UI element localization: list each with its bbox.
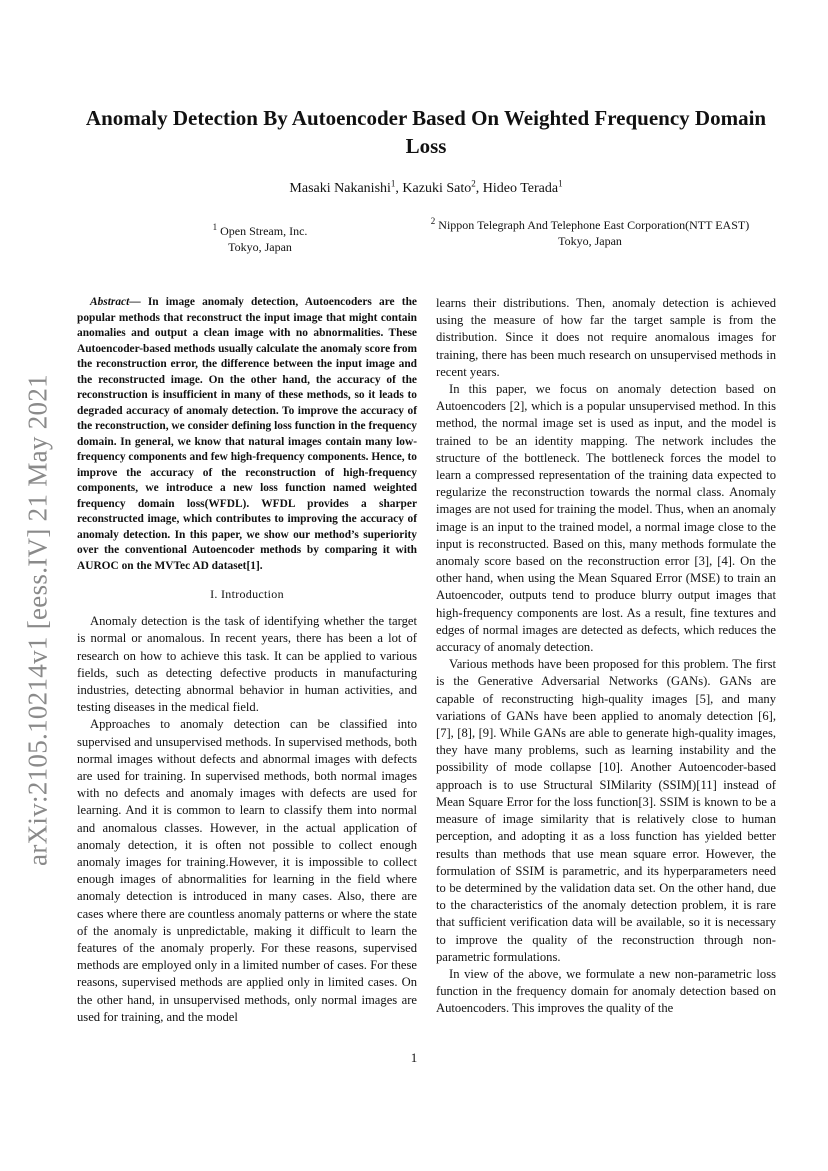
arxiv-stamp-text: arXiv:2105.10214v1 [eess.IV] 21 May 2021 bbox=[22, 374, 53, 866]
affiliation-org: Nippon Telegraph And Telephone East Corporation(NTT EAST) bbox=[438, 218, 750, 232]
author-name: Hideo Terada bbox=[482, 181, 559, 196]
left-column bbox=[77, 295, 417, 1026]
abstract bbox=[77, 295, 417, 574]
affiliation-mark: 1 bbox=[212, 222, 218, 232]
affiliation-place: Tokyo, Japan bbox=[558, 233, 622, 248]
body-paragraph: In view of the above, we formulate a new non-parametric loss function in the frequency domain for anomaly detection based on Autoencoders. This improves the quality of the bbox=[436, 966, 776, 1016]
affiliation-place: Tokyo, Japan bbox=[228, 239, 292, 254]
paper-title: Anomaly Detection By Autoencoder Based On Weighted Frequency Domain Loss bbox=[85, 106, 767, 158]
body-paragraph: Approaches to anomaly detection can be classified into supervised and unsupervised methods. In supervised methods, both normal images without defects and abnormal images with defects are used for training. In supervised methods, both normal images with no defects and anomaly images with defects are used for learning. And it is common to learn to classify them into normal and anomalous classes. However, in the actual application of anomaly detection, it is often not possible to collect enough anomaly images for training.However, it is impossible to collect enough images of abnormalities for learning in the field where anomaly detection is introduced in many cases. Also, there are cases where there are countless anomaly patterns or where the state of the anomaly is unpredictable, making it difficult to learn the features of the anomaly properly. For these reasons, supervised methods are employed only in a limited number of cases. For these reasons, supervised methods are applied only in limited cases. On the other hand, in unsupervised methods, only normal images are used for training, and the model bbox=[77, 717, 417, 1024]
abstract-text: — In image anomaly detection, Autoencoders are the popular methods that reconstruct the input image that might contain anomalies and output a clean image with no abnormalities. These Autoencoder-based methods usually calculate the anomaly score from the reconstruction error, the difference between the input image and the reconstructed image. On the other hand, the accuracy of the reconstruction is insufficient in many of these methods, so it leads to degraded accuracy of anomaly detection. To improve the accuracy of the reconstruction, we consider defining loss function in the frequency domain. In general, we know that natural images contain many low-frequency components and few high-frequency components. Hence, to improve the accuracy of the reconstruction of high-frequency components, we introduce a new loss function named weighted frequency domain loss(WFDL). WFDL provides a sharper reconstructed image, which contributes to improving the accuracy of anomaly detection. In this paper, we show our method’s superiority over the conventional Autoencoder methods by comparing it with AUROC on the MVTec AD dataset[1]. bbox=[77, 296, 417, 572]
affiliation-2 bbox=[430, 218, 750, 249]
right-column bbox=[436, 295, 776, 1018]
author-affil-mark: 2 bbox=[471, 178, 476, 189]
author-name: Masaki Nakanishi bbox=[289, 181, 391, 196]
author-list: Masaki Nakanishi$^1$, Kazuki Sato$^2$, Hideo Terada$^1$ bbox=[289, 178, 563, 196]
author-name: Kazuki Sato bbox=[402, 181, 472, 196]
body-paragraph: Anomaly detection is the task of identifying whether the target is normal or anomalous. In recent years, there has been a lot of research on how to achieve this task. It can be applied to various fields, such as detecting defective products in manufacturing industries, detecting abnormal behavior in human activities, and testing diseases in the medical field. bbox=[77, 614, 417, 715]
affiliation-org: Open Stream, Inc. bbox=[220, 224, 308, 238]
author-affil-mark: 1 bbox=[390, 178, 396, 189]
section-heading-introduction: I. Introduction bbox=[210, 587, 284, 601]
body-paragraph: learns their distributions. Then, anomaly detection is achieved using the measure of how far the target sample is from the distribution. Since it does not require anomalous images for training, there has been much research on unsupervised methods in recent years. bbox=[436, 296, 776, 379]
abstract-label: Abstract bbox=[90, 296, 130, 308]
body-paragraph: Various methods have been proposed for this problem. The first is the Generative Adversarial Networks (GANs). GANs are capable of reconstructing high-quality images [5], and many variations of GANs have been applied to anomaly detection [6], [7], [8], [9]. While GANs are able to generate high-quality images, they have many problems, such as learning instability and the possibility of mode collapse [10]. Another Autoencoder-based approach is to use Structural SIMilarity (SSIM)[11] instead of Mean Square Error for the loss function[3]. SSIM is known to be a measure of image similarity that is relatively close to human perception, and adopting it as a loss function has yielded better results than methods that use mean square error. However, the formulation of SSIM is parametric, and its hyperparameters need to be determined by the validation data set. On the other hand, due to the characteristics of the anomaly detection problem, it is rare that sufficient verification data will be available, so it is necessary to improve the quality of the reconstruction through non-parametric formulations. bbox=[436, 657, 776, 964]
affiliation-1 bbox=[190, 224, 330, 255]
author-affil-mark: 1 bbox=[558, 178, 563, 189]
page-number: 1 bbox=[410, 1050, 418, 1065]
affiliation-mark: 2 bbox=[430, 216, 436, 226]
body-paragraph: In this paper, we focus on anomaly detection based on Autoencoders [2], which is a popular unsupervised method. In this method, the normal image set is used as input, and the model is trained to be an identity mapping. The network includes the structure of the bottleneck. The bottleneck forces the model to learn a compressed representation of the training data expected to regularize the reconstruction towards the normal class. Anomaly images are not used for training the model. Thus, when an anomaly image is an input to the trained model, a normal image close to the input is reconstructed. Based on this, many methods formulate the anomaly score based on the reconstruction error [3], [4]. On the other hand, when using the Mean Squared Error (MSE) to train an Autoencoder, outputs tend to produce blurry output images that high-frequency components are lost. As a result, fine textures and edges of normal images are detected as defects, which reduces the accuracy of anomaly detection. bbox=[436, 382, 776, 655]
